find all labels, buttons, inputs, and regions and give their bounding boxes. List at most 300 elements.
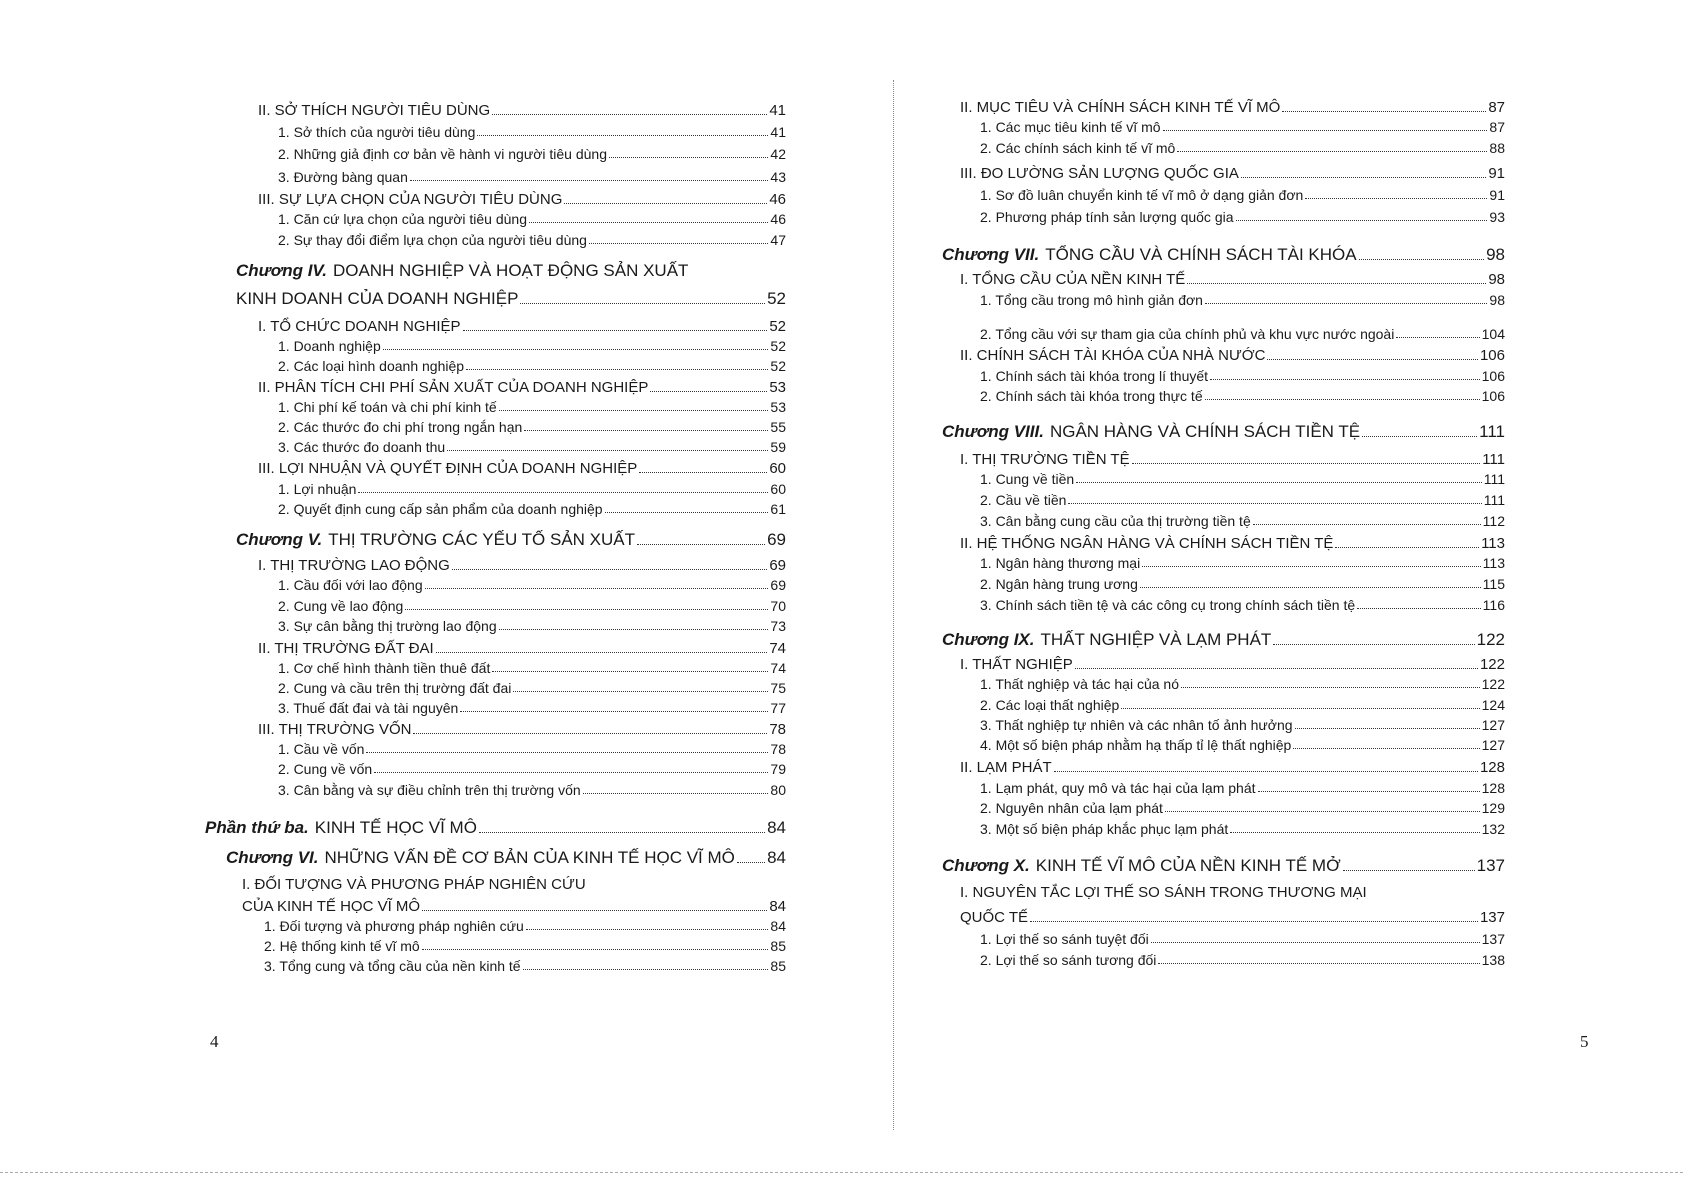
toc-leader-dots — [637, 544, 765, 545]
toc-entry-page: 43 — [770, 169, 786, 185]
toc-entry-page: 69 — [770, 577, 786, 593]
toc-entry-title: II. HỆ THỐNG NGÂN HÀNG VÀ CHÍNH SÁCH TIỀN TỆ — [960, 535, 1334, 552]
toc-entry-page: 47 — [770, 232, 786, 248]
toc-entry-page: 122 — [1479, 656, 1505, 673]
toc-entry-title: 2. Tổng cầu với sự tham gia của chính phủ và khu vực nước ngoài — [980, 326, 1395, 342]
toc-entry-page: 74 — [770, 660, 786, 676]
toc-entry — [980, 932, 1505, 946]
toc-entry — [278, 147, 786, 161]
toc-entry — [960, 452, 1505, 467]
toc-leader-dots — [477, 135, 768, 136]
toc-entry-title: 2. Những giả định cơ bản về hành vi người tiêu dùng — [278, 146, 607, 162]
toc-leader-dots — [1267, 359, 1478, 360]
toc-entry-title: I. TỔNG CẦU CỦA NỀN KINH TẾ — [960, 271, 1186, 288]
toc-entry-title: Chương VII. TỔNG CẦU VÀ CHÍNH SÁCH TÀI KHÓA — [942, 245, 1357, 264]
toc-leader-dots — [1335, 547, 1479, 548]
toc-entry-page: 122 — [1481, 676, 1505, 692]
toc-entry-title: 2. Cầu về tiền — [980, 492, 1067, 508]
toc-leader-dots — [410, 180, 769, 181]
toc-entry — [980, 556, 1505, 570]
toc-entry-page: 91 — [1489, 187, 1505, 203]
toc-entry — [236, 290, 786, 307]
toc-entry-title: KINH DOANH CỦA DOANH NGHIỆP — [236, 289, 519, 308]
toc-entry-title: 1. Cơ chế hình thành tiền thuê đất — [278, 660, 491, 676]
toc-entry — [278, 762, 786, 776]
toc-leader-dots — [413, 733, 767, 734]
toc-entry-page: 127 — [1481, 737, 1505, 753]
toc-entry-title: 1. Cung về tiền — [980, 471, 1075, 487]
toc-entry-page: 70 — [770, 598, 786, 614]
toc-entry-page: 132 — [1481, 821, 1505, 837]
toc-entry-page: 52 — [770, 358, 786, 374]
toc-entry-page: 84 — [767, 848, 786, 867]
toc-entry — [980, 369, 1505, 383]
toc-entry-page: 61 — [770, 501, 786, 517]
toc-entry-title: 3. Một số biện pháp khắc phục lạm phát — [980, 821, 1229, 837]
toc-entry-title: 1. Chi phí kế toán và chi phí kinh tế — [278, 399, 497, 415]
toc-entry-title: 1. Lợi thế so sánh tuyệt đối — [980, 931, 1149, 947]
toc-leader-dots — [499, 410, 769, 411]
toc-entry — [258, 558, 786, 573]
toc-entry — [258, 461, 786, 476]
toc-entry-page: 46 — [770, 211, 786, 227]
toc-entry-title: 1. Lợi nhuận — [278, 481, 357, 497]
toc-entry-page: 88 — [1489, 140, 1505, 156]
toc-entry-page: 77 — [770, 700, 786, 716]
toc-entry-page: 128 — [1479, 759, 1505, 776]
toc-leader-dots — [366, 752, 768, 753]
toc-entry-page: 84 — [770, 918, 786, 934]
scan-edge — [0, 1172, 1683, 1173]
toc-leader-dots — [1396, 337, 1479, 338]
toc-leader-dots — [1205, 303, 1487, 304]
toc-entry-title: Chương IV. DOANH NGHIỆP VÀ HOẠT ĐỘNG SẢN XUẤT — [236, 261, 689, 280]
toc-entry — [258, 192, 786, 207]
toc-entry-title: 1. Chính sách tài khóa trong lí thuyết — [980, 368, 1209, 384]
toc-leader-dots — [524, 430, 768, 431]
toc-entry-page: 104 — [1481, 326, 1505, 342]
toc-entry — [942, 423, 1505, 440]
toc-entry — [960, 166, 1505, 181]
toc-entry — [278, 482, 786, 496]
toc-leader-dots — [589, 243, 768, 244]
toc-entry — [278, 599, 786, 613]
toc-entry-title: 2. Chính sách tài khóa trong thực tế — [980, 388, 1203, 404]
toc-entry-title: 2. Các loại hình doanh nghiệp — [278, 358, 465, 374]
toc-leader-dots — [1205, 399, 1480, 400]
toc-entry-page: 111 — [1482, 451, 1505, 468]
toc-entry-title: Phần thứ ba. KINH TẾ HỌC VĨ MÔ — [205, 818, 477, 837]
toc-entry-page: 137 — [1476, 856, 1505, 875]
toc-leader-dots — [452, 569, 768, 570]
toc-entry-prefix: Chương VII. — [942, 245, 1040, 264]
toc-entry — [980, 953, 1505, 967]
toc-leader-dots — [374, 772, 768, 773]
toc-leader-dots — [1151, 942, 1480, 943]
toc-leader-dots — [460, 711, 768, 712]
toc-entry — [980, 822, 1505, 836]
toc-leader-dots — [1121, 708, 1479, 709]
toc-entry-page: 59 — [770, 439, 786, 455]
toc-leader-dots — [1273, 644, 1474, 645]
toc-entry-title: I. ĐỐI TƯỢNG VÀ PHƯƠNG PHÁP NGHIÊN CỨU — [242, 876, 586, 893]
toc-entry — [205, 819, 786, 836]
toc-entry — [960, 100, 1505, 115]
toc-entry — [980, 141, 1505, 155]
toc-entry — [258, 380, 786, 395]
toc-entry-title: I. THỊ TRƯỜNG TIỀN TỆ — [960, 451, 1130, 468]
toc-entry — [980, 472, 1505, 486]
toc-entry-page: 69 — [769, 557, 786, 574]
toc-leader-dots — [1181, 687, 1480, 688]
toc-entry — [960, 348, 1505, 363]
toc-entry — [278, 233, 786, 247]
toc-leader-dots — [1068, 503, 1481, 504]
toc-entry-title: 2. Lợi thế so sánh tương đối — [980, 952, 1157, 968]
toc-entry-page: 41 — [770, 124, 786, 140]
toc-entry — [980, 293, 1505, 307]
toc-leader-dots — [425, 588, 769, 589]
toc-entry — [278, 339, 786, 353]
toc-entry — [278, 502, 786, 516]
toc-entry — [980, 577, 1505, 591]
toc-entry — [278, 619, 786, 633]
toc-entry — [278, 170, 786, 184]
toc-entry — [980, 514, 1505, 528]
toc-entry — [980, 493, 1505, 507]
toc-entry — [960, 536, 1505, 551]
toc-entry-title: 3. Cân bằng cung cầu của thị trường tiền tệ — [980, 513, 1251, 529]
toc-entry-page: 69 — [767, 530, 786, 549]
toc-entry — [980, 781, 1505, 795]
right-toc — [880, 0, 1683, 1188]
toc-entry-title: II. LẠM PHÁT — [960, 759, 1052, 776]
toc-entry — [278, 359, 786, 373]
toc-leader-dots — [492, 114, 767, 115]
toc-entry-page: 98 — [1486, 245, 1505, 264]
toc-entry-title: 3. Chính sách tiền tệ và các công cụ trong chính sách tiền tệ — [980, 597, 1356, 613]
toc-entry-title: III. THỊ TRƯỜNG VỐN — [258, 721, 412, 738]
toc-leader-dots — [499, 629, 769, 630]
toc-leader-dots — [447, 450, 768, 451]
toc-entry — [258, 722, 786, 737]
toc-entry-page: 85 — [770, 938, 786, 954]
toc-leader-dots — [1140, 587, 1481, 588]
toc-leader-dots — [1305, 198, 1487, 199]
toc-entry-prefix: Phần thứ ba. — [205, 818, 309, 837]
toc-entry-title: 3. Đường bàng quan — [278, 169, 408, 185]
toc-entry-title: 1. Cầu về vốn — [278, 741, 365, 757]
toc-entry — [258, 103, 786, 118]
toc-entry-prefix: Chương V. — [236, 530, 323, 549]
toc-entry-title: I. THỊ TRƯỜNG LAO ĐỘNG — [258, 557, 450, 574]
toc-entry-title: 1. Sở thích của người tiêu dùng — [278, 124, 476, 140]
toc-entry-title: 3. Thuế đất đai và tài nguyên — [278, 700, 459, 716]
toc-entry-title: 3. Thất nghiệp tự nhiên và các nhân tố ảnh hưởng — [980, 717, 1293, 733]
toc-entry-page: 91 — [1488, 165, 1505, 182]
toc-leader-dots — [1241, 177, 1486, 178]
toc-entry-title: II. MỤC TIÊU VÀ CHÍNH SÁCH KINH TẾ VĨ MÔ — [960, 99, 1281, 116]
toc-entry-title: 1. Đối tượng và phương pháp nghiên cứu — [264, 918, 524, 934]
toc-entry-page: 122 — [1476, 630, 1505, 649]
toc-leader-dots — [463, 330, 768, 331]
toc-entry-title: II. CHÍNH SÁCH TÀI KHÓA CỦA NHÀ NƯỚC — [960, 347, 1266, 364]
toc-entry-page: 75 — [770, 680, 786, 696]
toc-leader-dots — [1187, 283, 1486, 284]
toc-entry — [264, 959, 786, 973]
toc-leader-dots — [466, 369, 768, 370]
toc-entry-page: 106 — [1481, 368, 1505, 384]
toc-entry-title: 3. Các thước đo doanh thu — [278, 439, 446, 455]
toc-entry-page: 106 — [1479, 347, 1505, 364]
toc-entry — [278, 440, 786, 454]
toc-leader-dots — [1054, 771, 1478, 772]
toc-leader-dots — [1076, 482, 1482, 483]
toc-entry-page: 113 — [1482, 555, 1505, 571]
toc-entry — [942, 246, 1505, 263]
toc-leader-dots — [520, 303, 765, 304]
toc-entry-title: 2. Phương pháp tính sản lượng quốc gia — [980, 209, 1234, 225]
toc-entry-page: 55 — [770, 419, 786, 435]
toc-entry-page: 73 — [770, 618, 786, 634]
toc-entry — [278, 578, 786, 592]
toc-leader-dots — [1293, 748, 1479, 749]
toc-entry-page: 137 — [1481, 931, 1505, 947]
toc-leader-dots — [609, 157, 768, 158]
toc-leader-dots — [1357, 608, 1481, 609]
toc-entry-page: 115 — [1482, 576, 1505, 592]
toc-leader-dots — [1163, 130, 1488, 131]
toc-entry-title: 2. Sự thay đổi điểm lựa chọn của người tiêu dùng — [278, 232, 587, 248]
toc-entry-title: 3. Sự cân bằng thị trường lao động — [278, 618, 497, 634]
toc-entry-title: I. THẤT NGHIỆP — [960, 656, 1073, 673]
toc-entry-title: Chương IX. THẤT NGHIỆP VÀ LẠM PHÁT — [942, 630, 1272, 649]
toc-entry-page: 74 — [769, 640, 786, 657]
toc-entry-page: 52 — [770, 338, 786, 354]
toc-entry-title: 4. Một số biện pháp nhằm hạ thấp tỉ lệ thất nghiệp — [980, 737, 1292, 753]
toc-leader-dots — [358, 492, 768, 493]
toc-entry — [980, 327, 1505, 341]
toc-entry-title: I. TỔ CHỨC DOANH NGHIỆP — [258, 318, 461, 335]
toc-entry-title: 1. Lạm phát, quy mô và tác hại của lạm phát — [980, 780, 1256, 796]
toc-leader-dots — [1210, 379, 1480, 380]
toc-entry-title: 2. Cung về lao động — [278, 598, 404, 614]
toc-leader-dots — [513, 691, 768, 692]
toc-leader-dots — [1343, 870, 1475, 871]
toc-entry-page: 52 — [769, 318, 786, 335]
toc-entry — [278, 783, 786, 797]
toc-entry-title: 2. Ngân hàng trung ương — [980, 576, 1138, 592]
toc-entry — [236, 262, 786, 279]
toc-entry-page: 60 — [770, 481, 786, 497]
left-page-number: 4 — [210, 1032, 219, 1051]
toc-leader-dots — [422, 910, 767, 911]
toc-entry-title: 1. Ngân hàng thương mại — [980, 555, 1141, 571]
toc-entry-title: 2. Các loại thất nghiệp — [980, 697, 1120, 713]
toc-entry-prefix: Chương X. — [942, 856, 1030, 875]
toc-entry-title: 3. Tổng cung và tổng cầu của nền kinh tế — [264, 958, 521, 974]
toc-entry-page: 127 — [1481, 717, 1505, 733]
toc-entry — [242, 899, 786, 914]
toc-entry-page: 124 — [1481, 697, 1505, 713]
toc-entry-prefix: Chương IX. — [942, 630, 1035, 649]
toc-entry-page: 84 — [769, 898, 786, 915]
toc-entry-page: 84 — [767, 818, 786, 837]
toc-entry-title: I. NGUYÊN TẮC LỢI THẾ SO SÁNH TRONG THƯƠNG MẠI — [960, 884, 1367, 901]
toc-leader-dots — [1165, 811, 1480, 812]
toc-entry-page: 137 — [1479, 909, 1505, 926]
toc-entry — [278, 400, 786, 414]
toc-entry-page: 52 — [767, 289, 786, 308]
toc-entry-title: Chương V. THỊ TRƯỜNG CÁC YẾU TỐ SẢN XUẤT — [236, 530, 636, 549]
toc-entry-prefix: Chương VI. — [226, 848, 319, 867]
toc-entry-page: 41 — [769, 102, 786, 119]
toc-entry-title: III. LỢI NHUẬN VÀ QUYẾT ĐỊNH CỦA DOANH NGHIỆP — [258, 460, 638, 477]
toc-entry-page: 46 — [769, 191, 786, 208]
toc-entry-title: Chương X. KINH TẾ VĨ MÔ CỦA NỀN KINH TẾ MỞ — [942, 856, 1341, 875]
toc-entry-title: II. THỊ TRƯỜNG ĐẤT ĐAI — [258, 640, 434, 657]
toc-entry — [980, 598, 1505, 612]
toc-entry-page: 60 — [769, 460, 786, 477]
toc-entry-title: III. SỰ LỰA CHỌN CỦA NGƯỜI TIÊU DÙNG — [258, 191, 563, 208]
toc-entry — [960, 760, 1505, 775]
toc-entry — [942, 857, 1505, 874]
toc-entry — [264, 939, 786, 953]
toc-leader-dots — [583, 793, 769, 794]
toc-entry — [258, 641, 786, 656]
toc-entry-title: 1. Cầu đối với lao động — [278, 577, 423, 593]
toc-entry — [960, 910, 1505, 925]
toc-entry — [942, 631, 1505, 648]
toc-leader-dots — [1362, 436, 1477, 437]
toc-leader-dots — [737, 862, 765, 863]
toc-leader-dots — [1132, 463, 1481, 464]
toc-entry-title: QUỐC TẾ — [960, 909, 1029, 926]
toc-entry — [980, 210, 1505, 224]
toc-entry-page: 113 — [1481, 535, 1505, 552]
toc-entry — [960, 272, 1505, 287]
toc-entry-page: 79 — [770, 761, 786, 777]
toc-entry-page: 42 — [770, 146, 786, 162]
toc-leader-dots — [479, 832, 765, 833]
toc-leader-dots — [1158, 963, 1479, 964]
toc-leader-dots — [383, 349, 769, 350]
toc-entry — [960, 657, 1505, 672]
toc-entry-page: 112 — [1482, 513, 1505, 529]
toc-entry — [278, 701, 786, 715]
toc-leader-dots — [1142, 566, 1480, 567]
toc-leader-dots — [1359, 259, 1484, 260]
toc-leader-dots — [529, 222, 768, 223]
toc-leader-dots — [1030, 921, 1478, 922]
toc-entry — [980, 389, 1505, 403]
toc-entry-title: 2. Nguyên nhân của lạm phát — [980, 800, 1163, 816]
toc-leader-dots — [564, 203, 767, 204]
toc-entry-title: 1. Sơ đồ luân chuyển kinh tế vĩ mô ở dạng giản đơn — [980, 187, 1304, 203]
toc-leader-dots — [1282, 111, 1486, 112]
toc-entry-page: 87 — [1488, 99, 1505, 116]
toc-leader-dots — [1258, 791, 1480, 792]
toc-entry-title: 1. Thất nghiệp và tác hại của nó — [980, 676, 1179, 692]
toc-leader-dots — [422, 949, 769, 950]
toc-entry-title: 2. Hệ thống kinh tế vĩ mô — [264, 938, 420, 954]
toc-entry-title: 1. Doanh nghiệp — [278, 338, 381, 354]
toc-leader-dots — [436, 652, 768, 653]
toc-entry-title: 2. Cung và cầu trên thị trường đất đai — [278, 680, 512, 696]
toc-entry — [980, 738, 1505, 752]
toc-entry-title: 1. Căn cứ lựa chọn của người tiêu dùng — [278, 211, 527, 227]
toc-entry-title: Chương VIII. NGÂN HÀNG VÀ CHÍNH SÁCH TIỀN TỆ — [942, 422, 1361, 441]
right-page — [880, 0, 1683, 1188]
toc-entry-page: 111 — [1479, 422, 1505, 441]
toc-entry — [980, 677, 1505, 691]
toc-leader-dots — [1295, 728, 1480, 729]
toc-entry-page: 78 — [769, 721, 786, 738]
toc-entry — [236, 531, 786, 548]
toc-entry-title: 2. Các chính sách kinh tế vĩ mô — [980, 140, 1176, 156]
toc-entry — [278, 420, 786, 434]
toc-entry-title: 2. Quyết định cung cấp sản phẩm của doanh nghiệp — [278, 501, 603, 517]
toc-entry-prefix: Chương IV. — [236, 261, 327, 280]
toc-entry — [980, 801, 1505, 815]
toc-leader-dots — [1236, 220, 1488, 221]
toc-entry-page: 138 — [1481, 952, 1505, 968]
toc-entry-page: 111 — [1483, 471, 1505, 487]
toc-entry-page: 98 — [1488, 271, 1505, 288]
toc-entry-page: 106 — [1481, 388, 1505, 404]
toc-entry-title: 1. Các mục tiêu kinh tế vĩ mô — [980, 119, 1161, 135]
toc-entry-title: 1. Tổng cầu trong mô hình giản đơn — [980, 292, 1203, 308]
toc-entry — [264, 919, 786, 933]
toc-entry-page: 78 — [770, 741, 786, 757]
toc-entry — [980, 718, 1505, 732]
toc-entry-prefix: Chương VIII. — [942, 422, 1044, 441]
toc-entry-title: II. SỞ THÍCH NGƯỜI TIÊU DÙNG — [258, 102, 491, 119]
toc-entry — [278, 125, 786, 139]
toc-leader-dots — [1230, 832, 1479, 833]
toc-entry-title: 3. Cân bằng và sự điều chỉnh trên thị trường vốn — [278, 782, 581, 798]
toc-entry — [980, 698, 1505, 712]
toc-leader-dots — [1253, 524, 1481, 525]
toc-entry-page: 87 — [1489, 119, 1505, 135]
toc-entry — [242, 877, 786, 892]
toc-entry-title: III. ĐO LƯỜNG SẢN LƯỢNG QUỐC GIA — [960, 165, 1239, 182]
right-page-number: 5 — [1580, 1032, 1589, 1051]
toc-leader-dots — [1177, 151, 1487, 152]
toc-entry-page: 116 — [1482, 597, 1505, 613]
toc-entry-page: 128 — [1481, 780, 1505, 796]
toc-entry-page: 53 — [770, 399, 786, 415]
toc-entry — [980, 188, 1505, 202]
toc-entry-page: 80 — [770, 782, 786, 798]
toc-entry-title: II. PHÂN TÍCH CHI PHÍ SẢN XUẤT CỦA DOANH NGHIỆP — [258, 379, 649, 396]
toc-entry — [226, 849, 786, 866]
toc-entry-page: 53 — [769, 379, 786, 396]
toc-leader-dots — [639, 472, 767, 473]
toc-entry — [980, 120, 1505, 134]
toc-entry — [960, 885, 1505, 900]
toc-entry-title: Chương VI. NHỮNG VẤN ĐỀ CƠ BẢN CỦA KINH TẾ HỌC VĨ MÔ — [226, 848, 735, 867]
toc-leader-dots — [1075, 668, 1478, 669]
toc-leader-dots — [605, 512, 769, 513]
toc-entry — [258, 319, 786, 334]
toc-leader-dots — [650, 391, 767, 392]
toc-entry-page: 111 — [1483, 492, 1505, 508]
toc-leader-dots — [523, 969, 769, 970]
toc-entry — [278, 212, 786, 226]
toc-leader-dots — [526, 929, 769, 930]
toc-leader-dots — [405, 609, 768, 610]
